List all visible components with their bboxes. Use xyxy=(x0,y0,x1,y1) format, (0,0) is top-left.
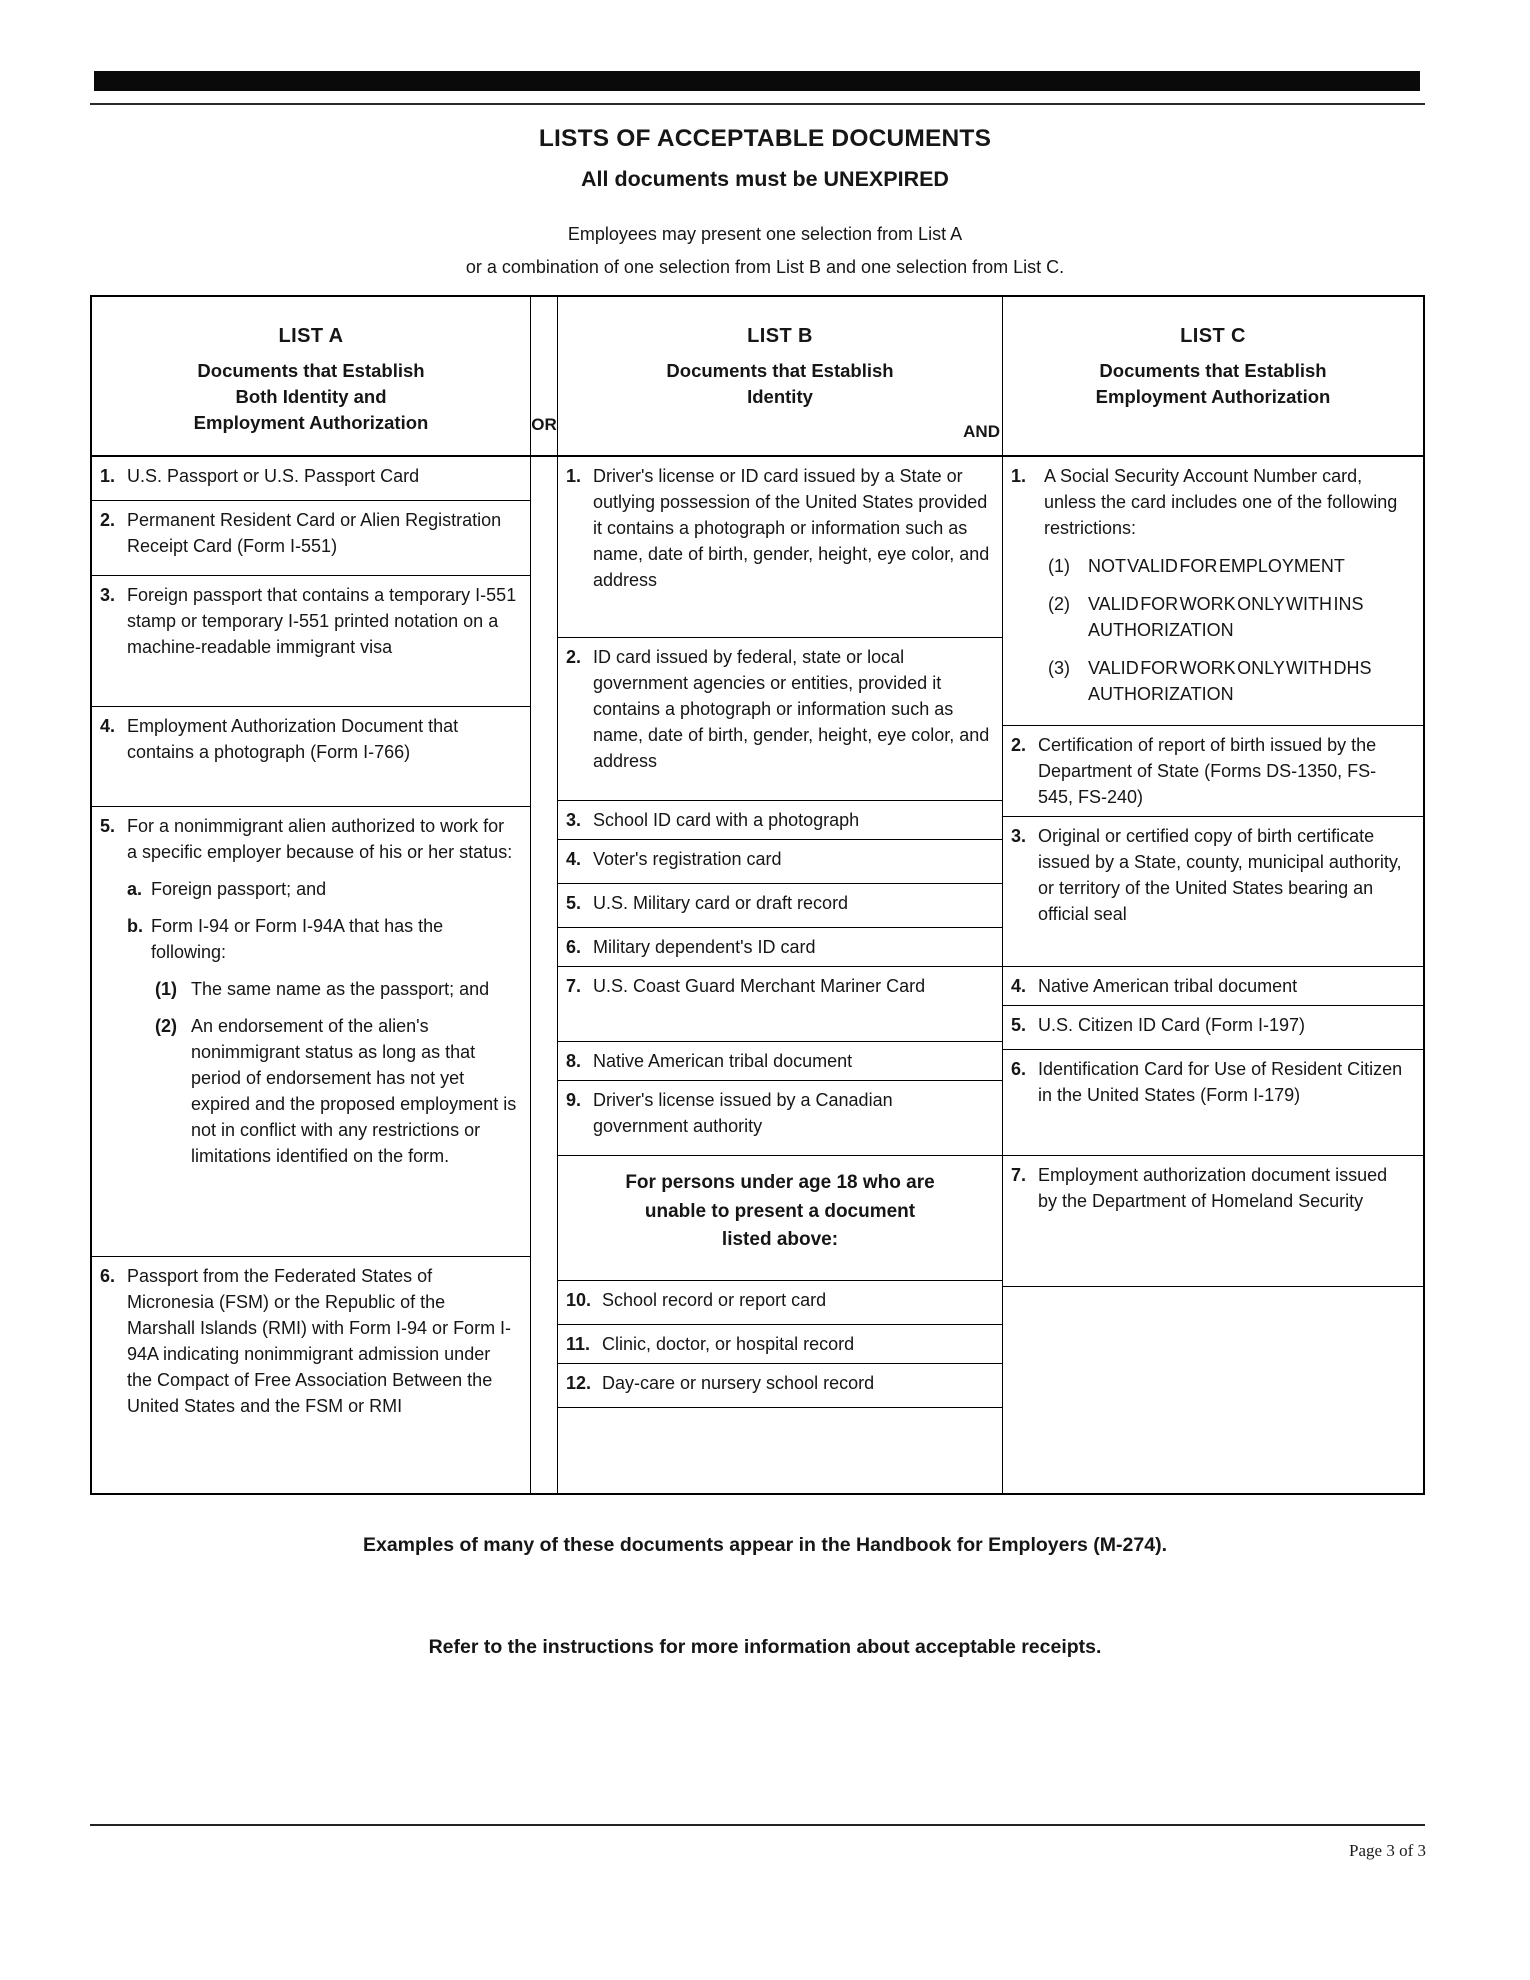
item-number: 4. xyxy=(100,716,116,736)
list-b-title: LIST B xyxy=(747,325,813,347)
page-number: Page 3 of 3 xyxy=(1349,1841,1426,1860)
list-b-subtitle xyxy=(558,358,1002,410)
item-number: 1. xyxy=(566,466,582,486)
list-item xyxy=(558,928,1002,967)
list-b-header xyxy=(558,297,1002,457)
item-text: U.S. Passport or U.S. Passport Card xyxy=(127,466,420,486)
item-text: U.S. Coast Guard Merchant Mariner Card xyxy=(593,976,926,996)
top-divider-bar xyxy=(94,71,1420,91)
list-item xyxy=(558,1281,1002,1325)
item-text: Passport from the Federated States of Micronesia (FSM) or the Republic of the Marshall Islands (RMI) with Form I-94 or Form I-94A indicating nonimmigrant admission under the Compact of Free Association Between the United States and the FSM or RMI xyxy=(127,1266,512,1416)
restriction-label: (1) xyxy=(1048,556,1070,576)
item-text: A Social Security Account Number card, unless the card includes one of the following restrictions: xyxy=(1044,466,1398,538)
item-number: 10. xyxy=(566,1290,592,1310)
list-item xyxy=(558,1042,1002,1081)
intro-line-1: Employees may present one selection from List A xyxy=(567,224,963,244)
under-18-heading-line: unable to present a document xyxy=(644,1200,916,1222)
footer-rule xyxy=(90,1824,1425,1826)
sub-item-text: Foreign passport; and xyxy=(151,879,327,899)
list-item xyxy=(1003,1050,1423,1156)
item-text: Employment Authorization Document that contains a photograph (Form I-766) xyxy=(127,716,459,762)
item-number: 8. xyxy=(566,1051,582,1071)
list-c-title: LIST C xyxy=(1180,325,1246,347)
item-text: Permanent Resident Card or Alien Registration Receipt Card (Form I-551) xyxy=(127,510,502,556)
list-b-subtitle-line: Documents that Establish xyxy=(666,360,894,381)
list-item xyxy=(558,801,1002,840)
list-item xyxy=(558,1364,1002,1408)
restriction-label: (2) xyxy=(1048,594,1070,614)
list-item xyxy=(558,840,1002,884)
item-text: Certification of report of birth issued by the Department of State (Forms DS-1350, FS-545, FS-240) xyxy=(1038,735,1377,807)
item-text: Identification Card for Use of Resident Citizen in the United States (Form I-179) xyxy=(1038,1059,1403,1105)
sub-item-b xyxy=(127,913,518,965)
list-item xyxy=(92,707,530,807)
item-number: 5. xyxy=(1011,1015,1027,1035)
item-text: Driver's license issued by a Canadian government authority xyxy=(593,1090,893,1136)
conjunction-or: OR xyxy=(531,415,557,434)
sub-item-label: (1) xyxy=(155,979,177,999)
list-a-items xyxy=(92,457,530,1493)
list-item xyxy=(92,576,530,707)
intro-line-2: or a combination of one selection from List B and one selection from List C. xyxy=(465,257,1065,277)
item-text: U.S. Citizen ID Card (Form I-197) xyxy=(1038,1015,1306,1035)
acceptable-documents-table xyxy=(90,295,1425,1495)
list-item xyxy=(558,638,1002,801)
sub-item-text: The same name as the passport; and xyxy=(191,979,490,999)
list-item xyxy=(558,967,1002,1042)
item-text: Original or certified copy of birth certificate issued by a State, county, municipal authority, or territory of the United States bearing an official seal xyxy=(1038,826,1402,924)
list-c-subtitle xyxy=(1003,358,1423,410)
item-number: 6. xyxy=(100,1266,116,1286)
list-b-items xyxy=(558,457,1002,1493)
list-a-title: LIST A xyxy=(278,325,344,347)
item-number: 7. xyxy=(1011,1165,1027,1185)
list-b-column xyxy=(558,297,1002,1493)
list-c-items xyxy=(1003,457,1423,1493)
item-number: 2. xyxy=(1011,735,1027,755)
item-text-block xyxy=(127,813,518,1169)
list-c-empty-space xyxy=(1003,1287,1423,1493)
item-number: 2. xyxy=(100,510,116,530)
list-item xyxy=(1003,726,1423,817)
item-text-block xyxy=(1044,463,1411,707)
item-text: Military dependent's ID card xyxy=(593,937,816,957)
or-column-spacer xyxy=(531,457,557,1493)
list-c-header xyxy=(1003,297,1423,457)
item-text: U.S. Military card or draft record xyxy=(593,893,849,913)
list-item xyxy=(1003,1006,1423,1050)
sub-item-label: a. xyxy=(127,879,143,899)
list-c-subtitle-line: Employment Authorization xyxy=(1095,386,1331,407)
list-item xyxy=(558,884,1002,928)
receipts-note: Refer to the instructions for more information about acceptable receipts. xyxy=(428,1636,1102,1658)
restriction-text: NOT VALID FOR EMPLOYMENT xyxy=(1088,556,1345,576)
item-text: Voter's registration card xyxy=(593,849,782,869)
item-text: Native American tribal document xyxy=(1038,976,1298,996)
item-number: 9. xyxy=(566,1090,582,1110)
list-a-subtitle-line: Documents that Establish xyxy=(197,360,425,381)
item-number: 2. xyxy=(566,647,582,667)
list-a-column xyxy=(92,297,530,1493)
item-text: Employment authorization document issued by the Department of Homeland Security xyxy=(1038,1165,1388,1211)
restriction-text: VALID FOR WORK ONLY WITH INS AUTHORIZATION xyxy=(1088,594,1364,640)
item-number: 6. xyxy=(566,937,582,957)
sub-item-b2 xyxy=(155,1013,518,1169)
handbook-note: Examples of many of these documents appear in the Handbook for Employers (M-274). xyxy=(362,1534,1167,1556)
sub-item-a xyxy=(127,876,518,902)
list-b-subtitle-line: Identity xyxy=(747,386,813,407)
list-c-subtitle-line: Documents that Establish xyxy=(1099,360,1327,381)
item-number: 5. xyxy=(100,816,116,836)
list-item xyxy=(1003,457,1423,726)
item-number: 1. xyxy=(100,466,116,486)
sub-item-b1 xyxy=(155,976,518,1002)
item-text: Driver's license or ID card issued by a State or outlying possession of the United States provided it contains a photograph or information such as name, date of birth, gender, height, eye color, and address xyxy=(593,466,990,590)
sub-item-text: An endorsement of the alien's nonimmigrant status as long as that period of endorsement has not yet expired and the proposed employment is not in conflict with any restrictions or limitations identified on the form. xyxy=(191,1016,517,1166)
under-18-heading-line: For persons under age 18 who are xyxy=(625,1172,935,1193)
list-item xyxy=(92,457,530,501)
list-item xyxy=(558,457,1002,638)
or-separator-column xyxy=(530,297,558,1493)
item-number: 12. xyxy=(566,1373,592,1393)
item-text: ID card issued by federal, state or local government agencies or entities, provided it contains a photograph or information such as name, date of birth, gender, height, eye color, and address xyxy=(593,647,990,771)
list-item xyxy=(92,807,530,1257)
item-text: School ID card with a photograph xyxy=(593,810,860,830)
sub-item-text: Form I-94 or Form I-94A that has the following: xyxy=(151,916,444,962)
top-rule xyxy=(90,103,1425,105)
page-subtitle: All documents must be UNEXPIRED xyxy=(581,167,949,191)
item-text: Day-care or nursery school record xyxy=(602,1373,875,1393)
list-a-subtitle-line: Employment Authorization xyxy=(193,412,429,433)
list-c-column xyxy=(1002,297,1423,1493)
under-18-heading-line: listed above: xyxy=(721,1229,839,1250)
item-number: 4. xyxy=(1011,976,1027,996)
intro-text xyxy=(0,218,1530,284)
under-18-heading xyxy=(558,1156,1002,1281)
item-text: For a nonimmigrant alien authorized to work for a specific employer because of his or her status: xyxy=(127,816,513,862)
item-number: 3. xyxy=(100,585,116,605)
sub-item-label: (2) xyxy=(155,1016,177,1036)
item-text: Foreign passport that contains a temporary I-551 stamp or temporary I-551 printed notation on a machine-readable immigrant visa xyxy=(127,585,517,657)
item-text: School record or report card xyxy=(602,1290,827,1310)
list-a-subtitle-line: Both Identity and xyxy=(235,386,387,407)
restriction-item xyxy=(1048,655,1411,707)
list-item xyxy=(558,1325,1002,1364)
item-number: 7. xyxy=(566,976,582,996)
restriction-label: (3) xyxy=(1048,658,1070,678)
list-item xyxy=(92,1257,530,1493)
list-item xyxy=(558,1081,1002,1156)
item-number: 6. xyxy=(1011,1059,1027,1079)
item-number: 3. xyxy=(1011,826,1027,846)
restriction-text: VALID FOR WORK ONLY WITH DHS AUTHORIZATION xyxy=(1088,658,1372,704)
item-number: 5. xyxy=(566,893,582,913)
conjunction-and: AND xyxy=(963,422,1000,441)
item-number: 4. xyxy=(566,849,582,869)
list-b-empty-space xyxy=(558,1408,1002,1493)
item-number: 3. xyxy=(566,810,582,830)
page-title: LISTS OF ACCEPTABLE DOCUMENTS xyxy=(538,125,992,152)
list-item xyxy=(1003,1156,1423,1287)
restriction-item xyxy=(1048,553,1411,579)
sub-item-label: b. xyxy=(127,916,143,936)
item-number: 1. xyxy=(1011,466,1027,486)
item-number: 11. xyxy=(566,1334,591,1354)
or-cell xyxy=(531,297,557,457)
list-a-header xyxy=(92,297,530,457)
list-item xyxy=(92,501,530,576)
list-item xyxy=(1003,817,1423,967)
item-text: Native American tribal document xyxy=(593,1051,853,1071)
list-item xyxy=(1003,967,1423,1006)
list-a-subtitle xyxy=(92,358,530,436)
item-text: Clinic, doctor, or hospital record xyxy=(602,1334,855,1354)
restriction-item xyxy=(1048,591,1411,643)
